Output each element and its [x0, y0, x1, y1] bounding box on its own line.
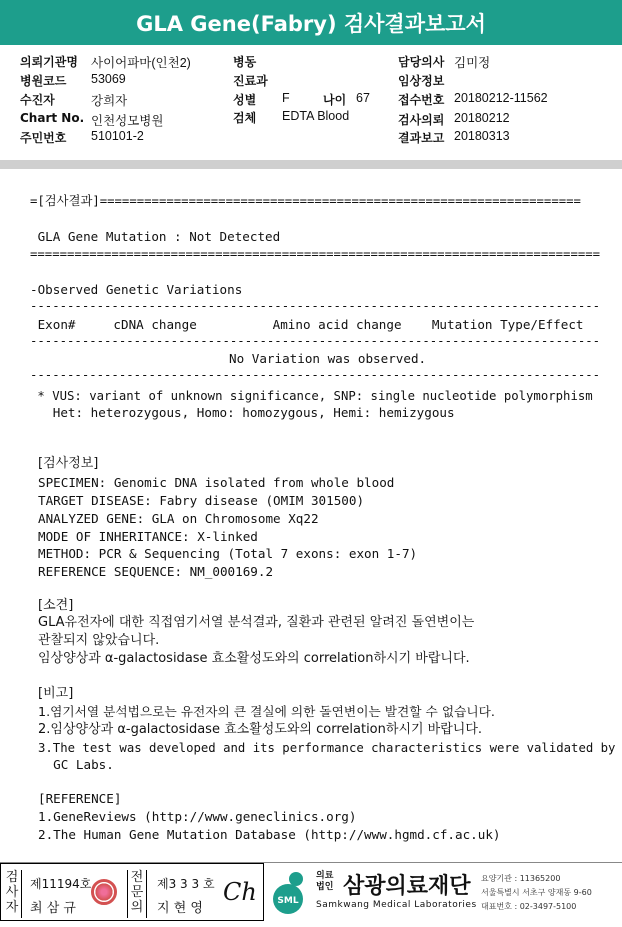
label-requesting-org: 의뢰기관명	[20, 55, 78, 69]
specialist-name: 지 현 영	[157, 901, 203, 916]
reference-title: [REFERENCE]	[38, 791, 122, 806]
footnote-zygosity: Het: heterozygous, Homo: homozygous, Hemi: hemizygous	[30, 405, 455, 420]
value-receipt-no: 20180212-11562	[454, 91, 548, 105]
remarks-line-4: GC Labs.	[38, 757, 114, 772]
label-physician: 담당의사	[398, 55, 445, 69]
label-report-date: 결과보고	[398, 131, 445, 145]
header-separator	[0, 160, 622, 169]
label-patient: 수진자	[20, 93, 55, 107]
report-footer	[0, 862, 622, 927]
mutation-summary: GLA Gene Mutation : Not Detected	[30, 229, 281, 244]
divider-dash-1: -----------------------------------------------------------------------------	[30, 299, 601, 313]
footnote-vus: * VUS: variant of unknown significance, SNP: single nucleotide polymorphism	[30, 389, 593, 403]
variation-table-header: Exon# cDNA change Amino acid change Mutation Type/Effect	[30, 317, 584, 332]
value-specimen: EDTA Blood	[282, 109, 350, 123]
sml-logo-text: SML	[277, 896, 299, 906]
value-age: 67	[356, 91, 370, 105]
value-resident-no: 510101-2	[91, 129, 144, 143]
org-name-en: Samkwang Medical Laboratories	[316, 900, 477, 910]
report-title: GLA Gene(Fabry) 검사결과보고서	[0, 0, 622, 45]
reference-line-2: 2.The Human Gene Mutation Database (http://www.hgmd.cf.ac.uk)	[38, 827, 501, 842]
contact-address: 서울특별시 서초구 양재동 9-60	[481, 888, 592, 897]
label-receipt-no: 접수번호	[398, 93, 445, 107]
label-specimen: 검체	[233, 111, 257, 125]
label-sex: 성별	[233, 93, 257, 107]
value-requesting-org: 사이어파마(인천2)	[91, 56, 191, 70]
value-chart-no: 인천성모병원	[91, 114, 164, 128]
specialist-vertical-label: 전문의	[127, 870, 147, 918]
value-request-date: 20180212	[454, 111, 510, 125]
contact-institution-code: 요양기관 : 11365200	[481, 874, 561, 883]
value-report-date: 20180313	[454, 129, 510, 143]
label-request-date: 검사의뢰	[398, 113, 445, 127]
opinion-line-2: 관찰되지 않았습니다.	[38, 633, 160, 648]
value-sex: F	[282, 91, 290, 105]
opinion-line-3: 임상양상과 α-galactosidase 효소활성도와의 correlation하시기 바랍니다.	[38, 651, 470, 666]
label-clinical-info: 임상정보	[398, 74, 445, 88]
result-section-header: =[검사결과]=================================================================	[30, 194, 581, 208]
label-chart-no: Chart No.	[20, 111, 85, 125]
label-age: 나이	[323, 93, 347, 107]
test-info-title: [검사정보]	[38, 456, 99, 471]
test-info-line-2: TARGET DISEASE: Fabry disease (OMIM 301500)	[38, 493, 365, 508]
label-hospital-code: 병원코드	[20, 74, 67, 88]
divider-double: =============================================================================	[30, 247, 601, 261]
examiner-seal-icon	[91, 879, 117, 905]
label-resident-no: 주민번호	[20, 131, 67, 145]
reference-line-1: 1.GeneReviews (http://www.geneclinics.org)	[38, 809, 357, 824]
test-info-line-3: ANALYZED GENE: GLA on Chromosome Xq22	[38, 511, 319, 526]
org-name: 삼광의료재단	[343, 874, 471, 899]
examiner-vertical-label: 검사자	[3, 870, 22, 918]
specialist-signature: Ch	[223, 878, 257, 906]
divider-dash-2: -----------------------------------------------------------------------------	[30, 334, 601, 348]
examiner-id: 제11194호	[30, 877, 92, 891]
test-info-line-6: REFERENCE SEQUENCE: NM_000169.2	[38, 564, 274, 579]
divider-dash-3: -----------------------------------------------------------------------------	[30, 368, 601, 382]
value-physician: 김미정	[454, 56, 491, 70]
contact-phone: 대표번호 : 02-3497-5100	[481, 902, 577, 911]
opinion-title: [소견]	[38, 598, 74, 613]
value-hospital-code: 53069	[91, 72, 126, 86]
observed-variations-title: -Observed Genetic Variations	[30, 282, 243, 297]
sml-logo-icon	[268, 869, 308, 915]
remarks-title: [비고]	[38, 686, 74, 701]
examiner-name: 최 삼 규	[30, 901, 76, 916]
org-law-label: 의료법인	[316, 871, 334, 892]
test-info-line-4: MODE OF INHERITANCE: X-linked	[38, 529, 258, 544]
label-department: 진료과	[233, 74, 268, 88]
remarks-line-2: 2.임상양상과 α-galactosidase 효소활성도와의 correlation하시기 바랍니다.	[38, 722, 483, 737]
label-ward: 병동	[233, 55, 257, 69]
signature-box	[0, 863, 264, 921]
report-body	[0, 169, 622, 860]
patient-info-panel	[0, 45, 622, 160]
specialist-id: 제3 3 3 호	[157, 877, 215, 891]
no-variation-message: No Variation was observed.	[229, 351, 427, 366]
remarks-line-3: 3.The test was developed and its performance characteristics were validated by	[38, 741, 616, 755]
test-info-line-5: METHOD: PCR & Sequencing (Total 7 exons: exon 1-7)	[38, 546, 418, 561]
opinion-line-1: GLA유전자에 대한 직접염기서열 분석결과, 질환과 관련된 알려진 돌연변이는	[38, 615, 475, 630]
value-patient: 강희자	[91, 94, 128, 108]
test-info-line-1: SPECIMEN: Genomic DNA isolated from whole blood	[38, 475, 395, 490]
remarks-line-1: 1.염기서열 분석법으로는 유전자의 큰 결실에 의한 돌연변이는 발견할 수 없습니다.	[38, 704, 495, 719]
